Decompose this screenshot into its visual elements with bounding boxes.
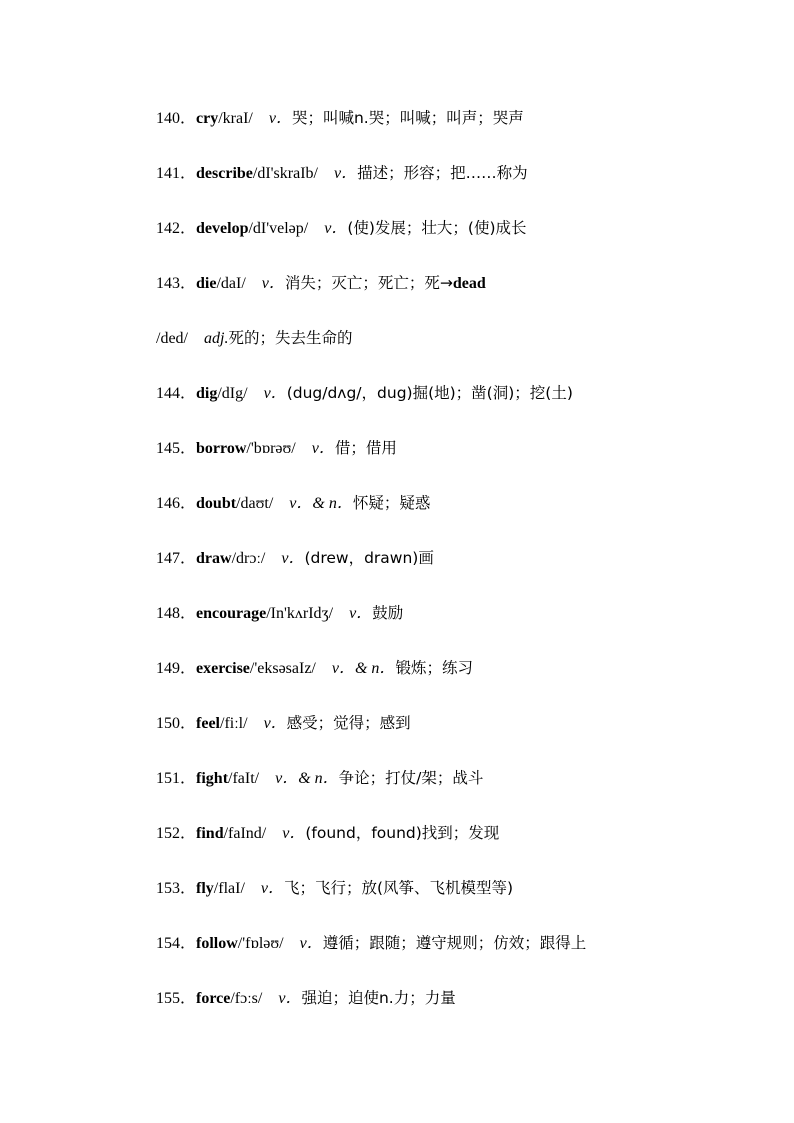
entry-number: 146． [156, 495, 197, 512]
entry-number: 155． [156, 990, 197, 1007]
entry-ipa: /drɔː/ [231, 550, 266, 567]
entry-definition: 飞；飞行；放(风筝、飞机模型等) [284, 879, 514, 897]
entry-ipa: /fiːl/ [220, 715, 248, 732]
entry-ipa: /faIt/ [228, 770, 260, 787]
entry-ipa: /'bɒrəʊ/ [246, 440, 296, 457]
vocab-entry [156, 767, 483, 790]
entry-definition: (found，found)找到；发现 [305, 824, 500, 842]
entry-definition: (使)发展；壮大；(使)成长 [347, 219, 527, 237]
entry-number: 145． [156, 440, 197, 457]
entry-word: exercise [196, 660, 250, 677]
entry-word: fight [196, 770, 229, 787]
entry-pos: v． [324, 220, 348, 237]
vocab-entry [156, 107, 524, 130]
entry-pos: v． [281, 550, 305, 567]
entry-definition: 消失；灭亡；死亡；死→ [284, 274, 453, 292]
entry-pos: v． [299, 935, 323, 952]
entry-number: 148． [156, 605, 197, 622]
vocab-entry [156, 877, 513, 900]
vocab-entry-continuation [156, 327, 352, 350]
continuation-ipa: /ded/ [156, 330, 188, 347]
entry-pos: v． [311, 440, 335, 457]
vocab-entry [156, 987, 456, 1010]
vocab-entry [156, 822, 499, 845]
entry-pos: v．& n． [331, 660, 396, 677]
entry-word: force [196, 990, 231, 1007]
entry-number: 140． [156, 110, 197, 127]
entry-number: 151． [156, 770, 197, 787]
vocab-entry [156, 492, 430, 515]
entry-word: follow [196, 935, 238, 952]
vocab-entry [156, 382, 573, 405]
entry-definition: (drew，drawn)画 [304, 549, 434, 567]
entry-number: 149． [156, 660, 197, 677]
entry-definition: 鼓励 [372, 604, 404, 622]
vocab-entry [156, 712, 411, 735]
entry-pos: v． [263, 715, 287, 732]
entry-pos: v． [282, 825, 306, 842]
entry-ipa: /fɔːs/ [230, 990, 263, 1007]
entry-ipa: /dI'veləp/ [248, 220, 309, 237]
entry-pos: v．& n． [289, 495, 353, 512]
entry-definition: 借；借用 [334, 439, 397, 457]
entry-word: draw [196, 550, 232, 567]
entry-pos: v． [261, 275, 285, 292]
entry-word: describe [196, 165, 253, 182]
entry-number: 141． [156, 165, 197, 182]
entry-ipa: /faInd/ [223, 825, 267, 842]
entry-definition: 遵循；跟随；遵守规则；仿效；跟得上 [322, 934, 587, 952]
entry-definition: 强迫；迫使n.力；力量 [301, 989, 456, 1007]
entry-number: 147． [156, 550, 197, 567]
entry-definition: 感受；觉得；感到 [286, 714, 411, 732]
entry-definition: 描述；形容；把……称为 [357, 164, 528, 182]
entry-word: find [196, 825, 224, 842]
entry-derived-word: dead [452, 275, 486, 292]
entry-ipa: /'fɒləʊ/ [237, 935, 284, 952]
entry-number: 142． [156, 220, 197, 237]
entry-word: feel [196, 715, 220, 732]
entry-pos: v． [278, 990, 302, 1007]
entry-number: 152． [156, 825, 197, 842]
vocab-entry [156, 657, 473, 680]
entry-ipa: /daI/ [216, 275, 246, 292]
entry-pos: v． [260, 880, 284, 897]
entry-word: encourage [196, 605, 267, 622]
entry-ipa: /'eksəsaIz/ [249, 660, 316, 677]
continuation-pos: adj. [204, 330, 229, 347]
entry-word: borrow [196, 440, 247, 457]
entry-pos: v．& n． [275, 770, 339, 787]
entry-word: die [196, 275, 217, 292]
vocab-entry [156, 162, 528, 185]
entry-ipa: /In'kʌrIdʒ/ [266, 605, 334, 622]
entry-number: 154． [156, 935, 197, 952]
entry-word: fly [196, 880, 214, 897]
entry-number: 153． [156, 880, 197, 897]
entry-definition: 哭；叫喊n.哭；叫喊；叫声；哭声 [291, 109, 524, 127]
entry-definition: 怀疑；疑惑 [352, 494, 431, 512]
entry-ipa: /flaI/ [213, 880, 245, 897]
entry-definition: (dug/dʌg/，dug)掘(地)；凿(洞)；挖(土) [286, 384, 573, 402]
entry-definition: 争论；打仗/架；战斗 [338, 769, 484, 787]
vocab-entry [156, 547, 434, 570]
entry-pos: v． [333, 165, 358, 182]
entry-word: develop [196, 220, 249, 237]
entry-ipa: /kraI/ [218, 110, 253, 127]
vocab-entry [156, 217, 527, 240]
entry-word: dig [196, 385, 218, 402]
entry-ipa: /dI'skraIb/ [252, 165, 318, 182]
entry-word: doubt [196, 495, 237, 512]
entry-pos: v． [349, 605, 373, 622]
entry-number: 143． [156, 275, 197, 292]
entry-word: cry [196, 110, 219, 127]
entry-ipa: /daʊt/ [236, 495, 274, 512]
vocab-entry [156, 932, 586, 955]
vocab-entry [156, 437, 397, 460]
vocab-entry [156, 602, 403, 625]
vocab-entry [156, 272, 486, 295]
entry-number: 144． [156, 385, 197, 402]
entry-ipa: /dIg/ [217, 385, 248, 402]
entry-definition: 锻炼；练习 [395, 659, 473, 677]
entry-pos: v． [268, 110, 292, 127]
entry-pos: v． [263, 385, 287, 402]
entry-number: 150． [156, 715, 197, 732]
continuation-definition: 死的；失去生命的 [228, 329, 353, 347]
